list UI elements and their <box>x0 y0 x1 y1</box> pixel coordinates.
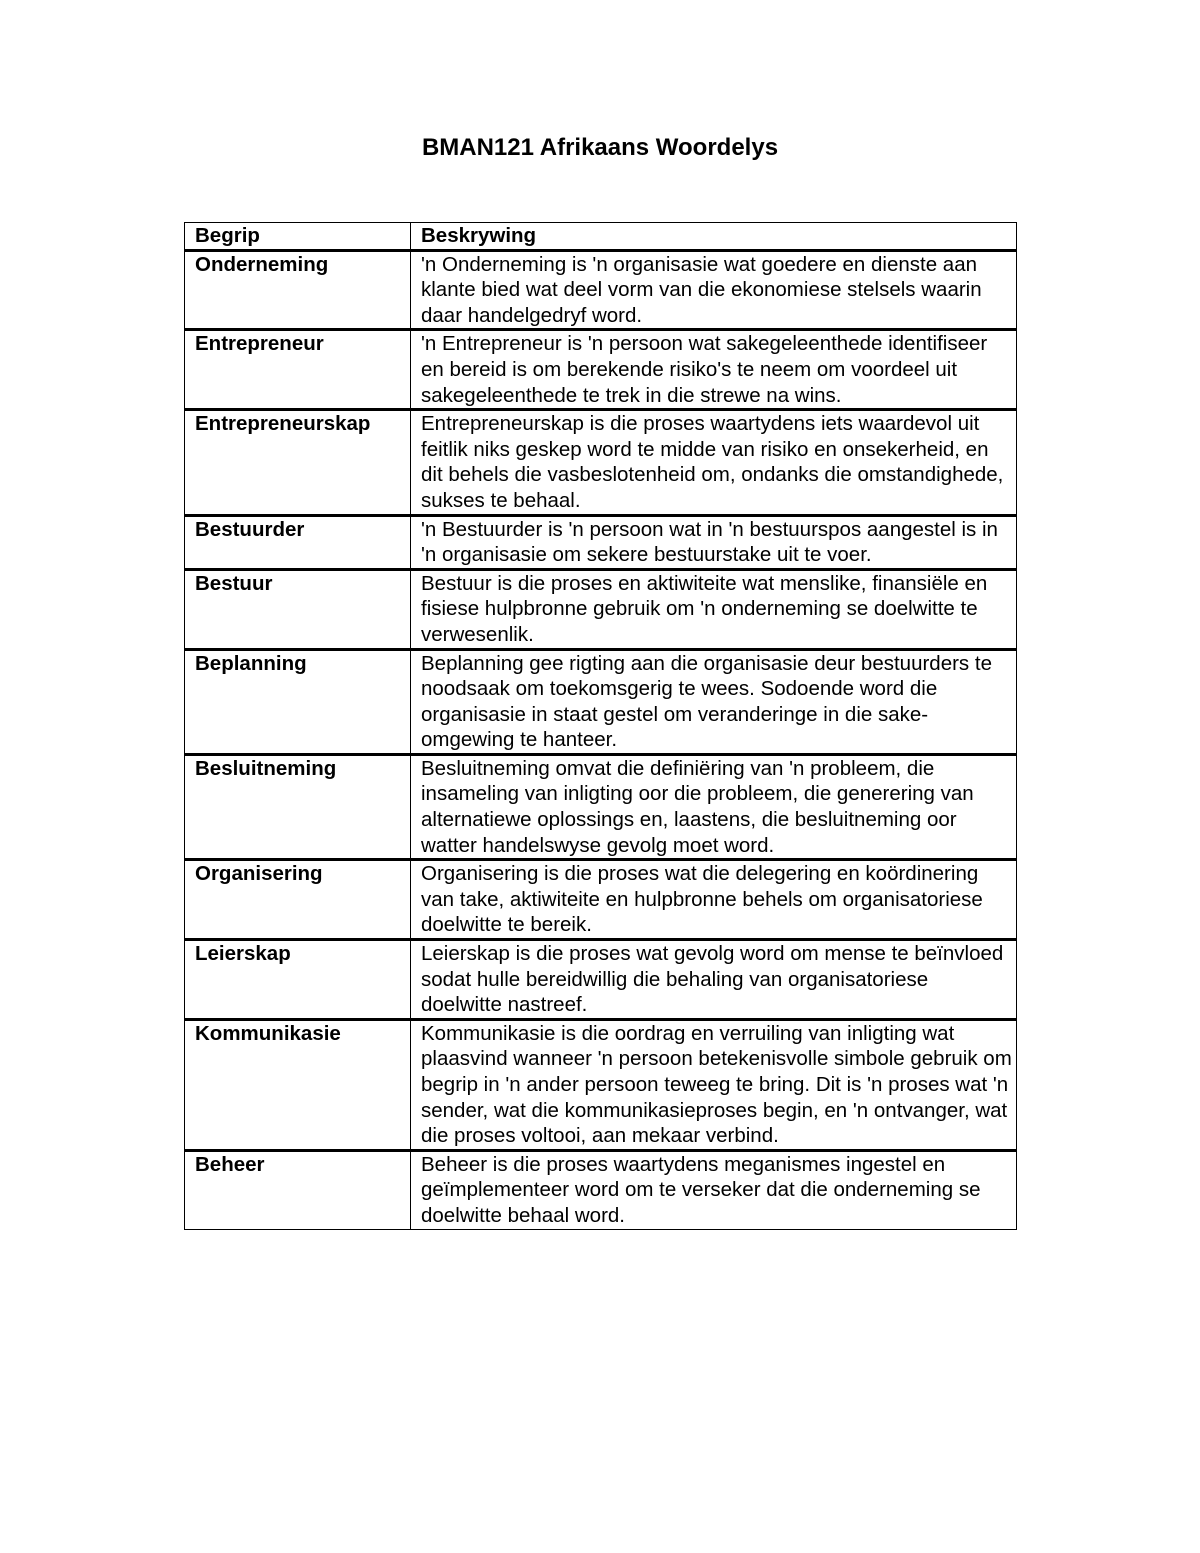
term-cell: Organisering <box>185 860 411 940</box>
table-row <box>185 860 1017 940</box>
description-cell: Organisering is die proses wat die delegering en koördinering van take, aktiwiteite en hulpbronne behels om organisatoriese doelwitte te bereik. <box>411 860 1017 940</box>
description-cell: Kommunikasie is die oordrag en verruiling van inligting wat plaasvind wanneer 'n persoon betekenisvolle simbole gebruik om begrip in 'n ander persoon teweeg te bring. Dit is 'n proses wat 'n sender, wat die kommunikasieproses begin, en 'n ontvanger, wat die proses voltooi, aan mekaar verbind. <box>411 1019 1017 1150</box>
column-header-term: Begrip <box>185 223 411 251</box>
term-cell: Bestuur <box>185 569 411 649</box>
description-cell: Besluitneming omvat die definiëring van 'n probleem, die insameling van inligting oor die probleem, die generering van alternatiewe oplossings en, laastens, die besluitneming oor watter handelswyse gevolg moet word. <box>411 754 1017 859</box>
table-row <box>185 754 1017 859</box>
term-cell: Entrepreneur <box>185 330 411 410</box>
term-cell: Beplanning <box>185 649 411 754</box>
term-cell: Beheer <box>185 1150 411 1229</box>
table-row <box>185 250 1017 330</box>
term-cell: Onderneming <box>185 250 411 330</box>
term-cell: Bestuurder <box>185 515 411 569</box>
table-row <box>185 569 1017 649</box>
description-cell: Bestuur is die proses en aktiwiteite wat menslike, finansiële en fisiese hulpbronne gebruik om 'n onderneming se doelwitte te verwesenlik. <box>411 569 1017 649</box>
table-row <box>185 1150 1017 1229</box>
table-row <box>185 515 1017 569</box>
table-row <box>185 330 1017 410</box>
term-cell: Leierskap <box>185 940 411 1020</box>
table-row <box>185 410 1017 515</box>
description-cell: Beplanning gee rigting aan die organisasie deur bestuurders te noodsaak om toekomsgerig te wees. Sodoende word die organisasie in staat gestel om veranderinge in die sake-omgewing te hanteer. <box>411 649 1017 754</box>
description-cell: 'n Onderneming is 'n organisasie wat goedere en dienste aan klante bied wat deel vorm van die ekonomiese stelsels waarin daar handelgedryf word. <box>411 250 1017 330</box>
glossary-table <box>184 222 1017 1230</box>
table-row <box>185 649 1017 754</box>
term-cell: Kommunikasie <box>185 1019 411 1150</box>
term-cell: Entrepreneurskap <box>185 410 411 515</box>
description-cell: Entrepreneurskap is die proses waartydens iets waardevol uit feitlik niks geskep word te midde van risiko en onsekerheid, en dit behels die vasbeslotenheid om, ondanks die omstandighede, sukses te behaal. <box>411 410 1017 515</box>
description-cell: Leierskap is die proses wat gevolg word om mense te beïnvloed sodat hulle bereidwillig die behaling van organisatoriese doelwitte nastreef. <box>411 940 1017 1020</box>
page-title: BMAN121 Afrikaans Woordelys <box>421 134 779 161</box>
description-cell: Beheer is die proses waartydens meganismes ingestel en geïmplementeer word om te verseker dat die onderneming se doelwitte behaal word. <box>411 1150 1017 1229</box>
term-cell: Besluitneming <box>185 754 411 859</box>
description-cell: 'n Bestuurder is 'n persoon wat in 'n bestuurspos aangestel is in 'n organisasie om sekere bestuurstake uit te voer. <box>411 515 1017 569</box>
column-header-description: Beskrywing <box>411 223 1017 251</box>
table-header-row <box>185 223 1017 251</box>
description-cell: 'n Entrepreneur is 'n persoon wat sakegeleenthede identifiseer en bereid is om berekende risiko's te neem om voordeel uit sakegeleenthede te trek in die strewe na wins. <box>411 330 1017 410</box>
table-row <box>185 1019 1017 1150</box>
table-row <box>185 940 1017 1020</box>
